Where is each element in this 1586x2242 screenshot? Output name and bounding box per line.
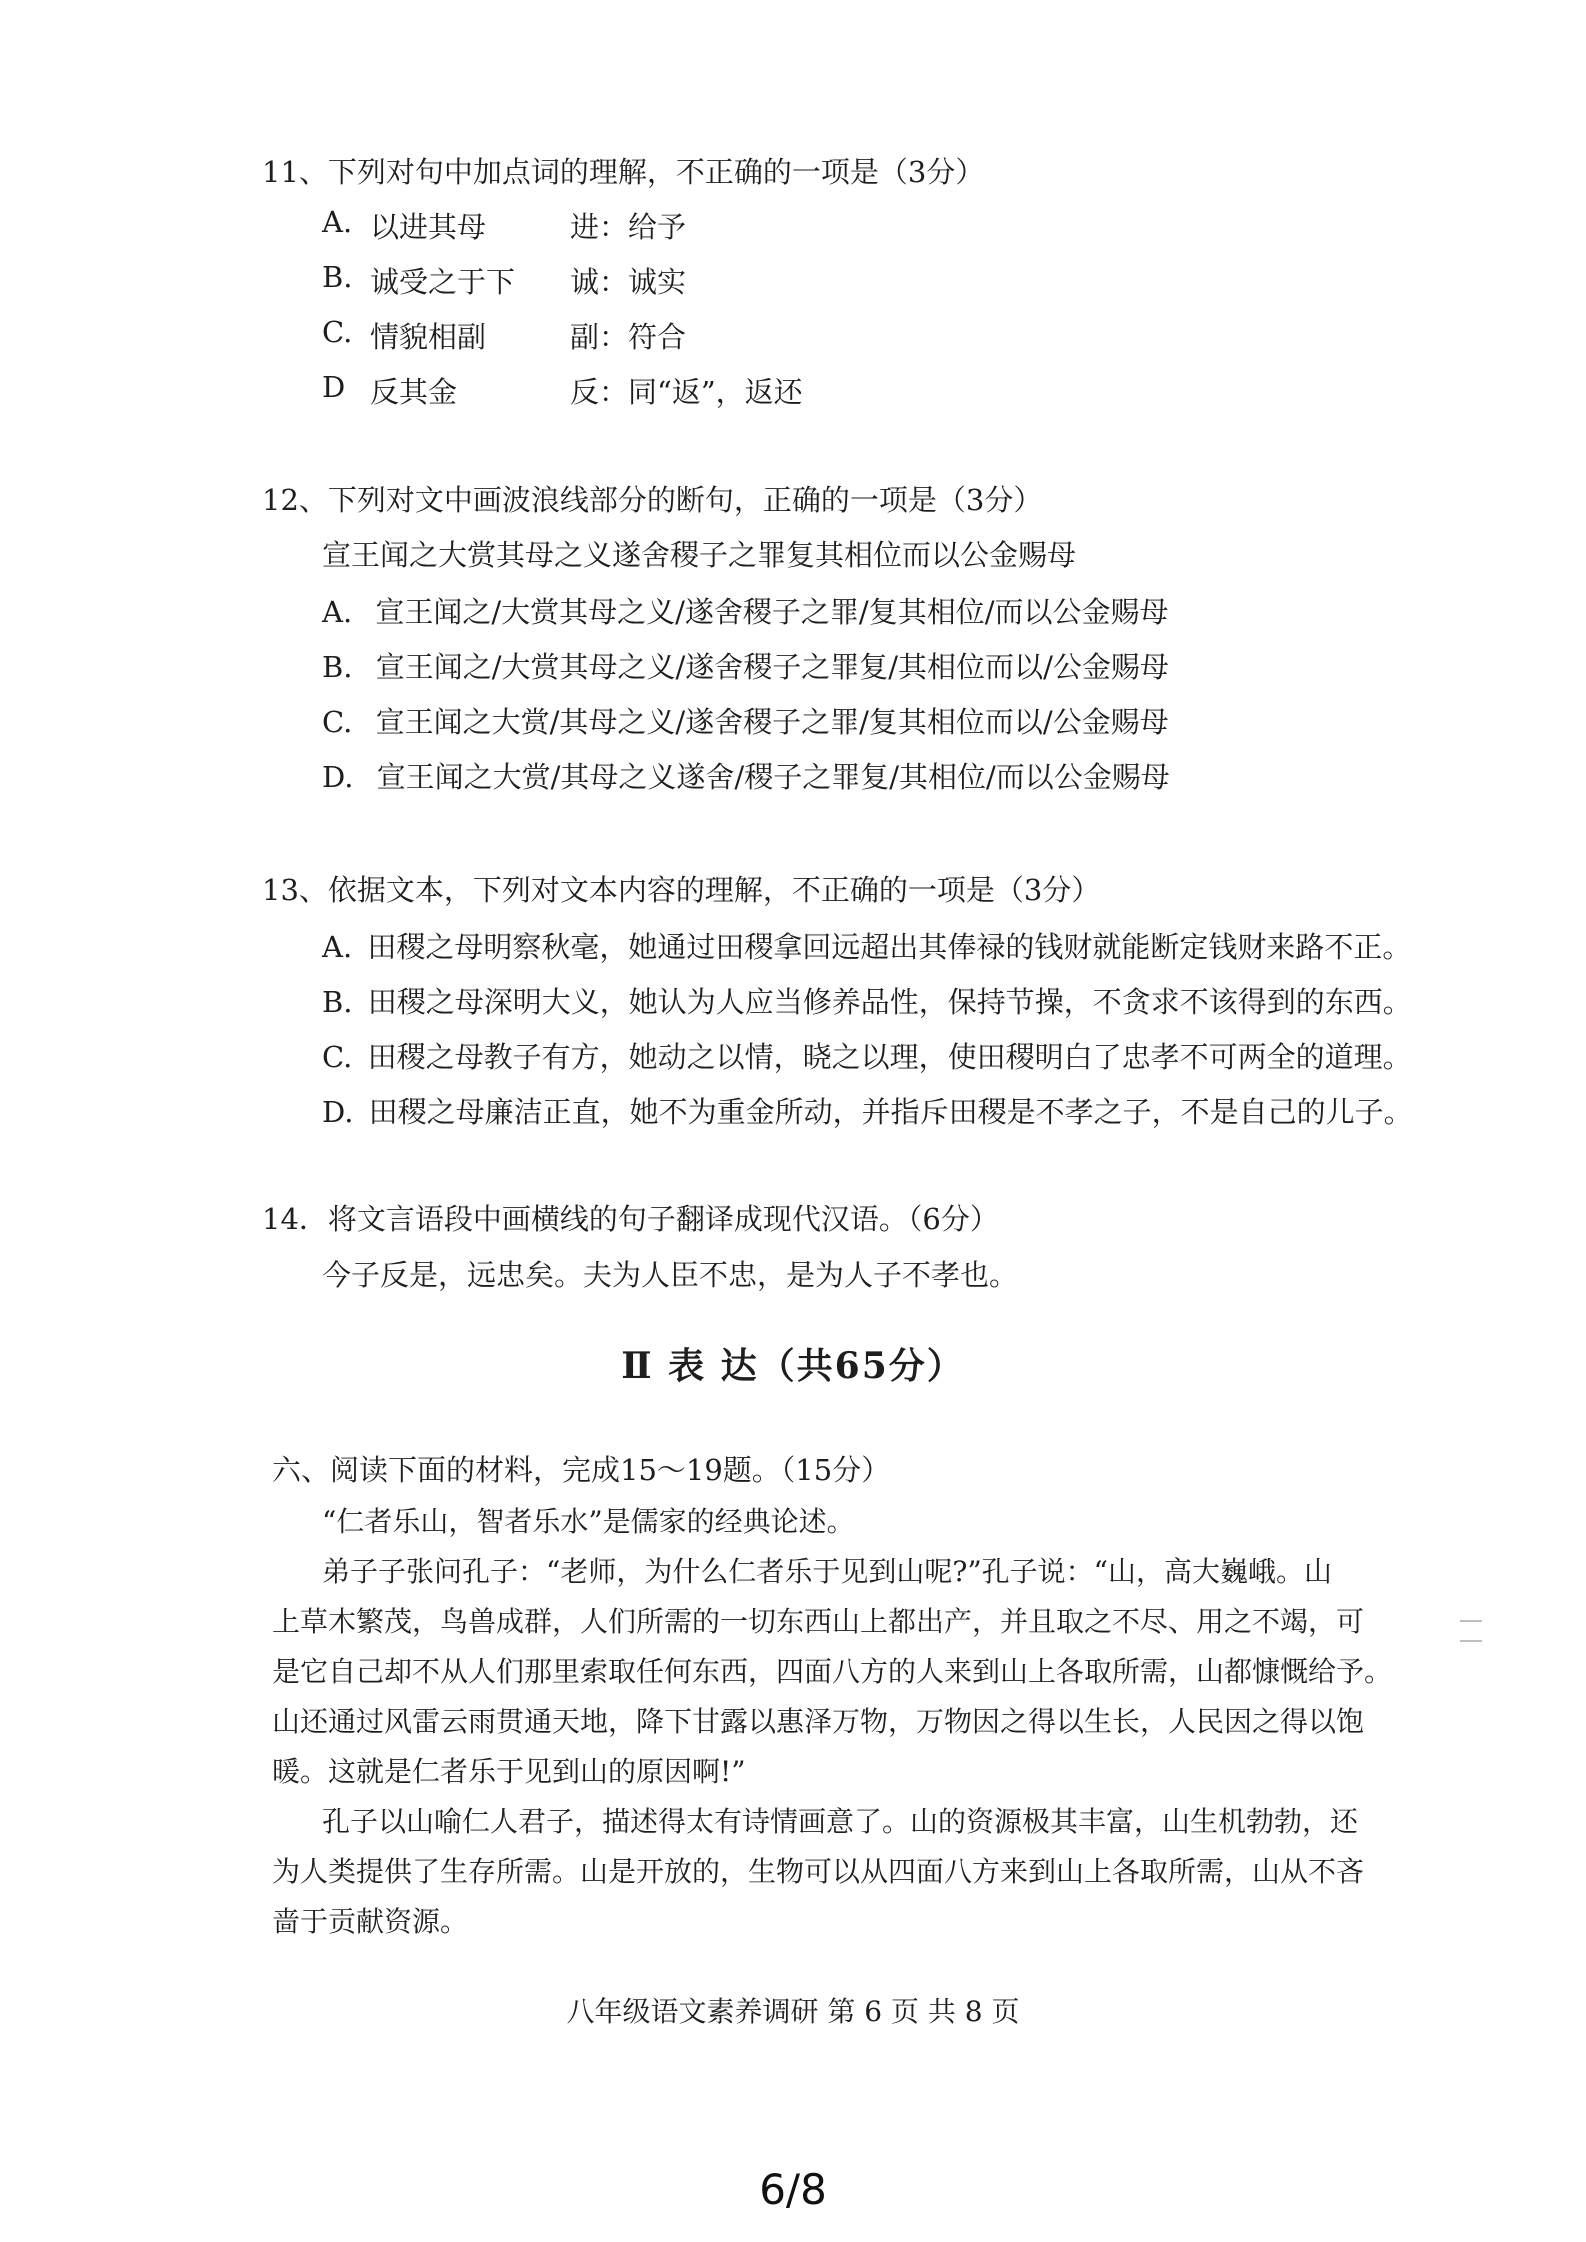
q14-stem: 14．将文言语段中画横线的句子翻译成现代汉语。（6分） <box>262 1202 999 1236</box>
q11-option-b-letter: B. <box>322 260 353 294</box>
q13-option-d <box>322 1090 1413 1131</box>
q12-stem: 12、下列对文中画波浪线部分的断句，正确的一项是（3分） <box>262 483 1043 517</box>
part6-line: “仁者乐山，智者乐水”是儒家的经典论述。 <box>322 1505 855 1538</box>
option-letter: A. <box>322 930 353 964</box>
option-letter: C. <box>322 1040 353 1074</box>
option-letter: C. <box>322 705 353 739</box>
section-heading: Ⅱ 表 达（共65分） <box>621 1345 965 1387</box>
q11-option-c-phrase: 情貌相副 <box>370 320 487 354</box>
part6-stem: 六、阅读下面的材料，完成15～19题。（15分） <box>272 1453 891 1487</box>
q11-option-d-gloss: 反：同“返”，返还 <box>570 375 803 409</box>
option-letter: B. <box>322 985 353 1019</box>
option-text: 宣王闻之大赏/其母之义遂舍/稷子之罪复/其相位/而以公金赐母 <box>376 760 1170 794</box>
part6-line: 是它自己却不从人们那里索取任何东西，四面八方的人来到山上各取所需，山都慷慨给予。 <box>272 1655 1393 1688</box>
q11-option-d-phrase: 反其金 <box>370 375 458 409</box>
q11-option-c-letter: C. <box>322 315 353 349</box>
part6-line: 为人类提供了生存所需。山是开放的，生物可以从四面八方来到山上各取所需，山从不吝 <box>272 1855 1365 1888</box>
option-text: 宣王闻之/大赏其母之义/遂舍稷子之罪/复其相位/而以公金赐母 <box>375 595 1169 629</box>
q12-option-b <box>322 645 1169 686</box>
scan-mark <box>1460 1640 1482 1642</box>
q11-stem: 11、下列对句中加点词的理解，不正确的一项是（3分） <box>262 155 985 189</box>
option-letter: D. <box>322 1095 354 1129</box>
q12-option-c <box>322 700 1169 741</box>
q11-option-b-phrase: 诚受之于下 <box>370 265 516 299</box>
q12-quote: 宣王闻之大赏其母之义遂舍稷子之罪复其相位而以公金赐母 <box>322 538 1077 572</box>
scan-mark <box>1460 1620 1482 1622</box>
q14-quote: 今子反是，远忠矣。夫为人臣不忠，是为人子不孝也。 <box>322 1258 1019 1292</box>
part6-line: 上草木繁茂，鸟兽成群，人们所需的一切东西山上都出产，并且取之不尽、用之不竭，可 <box>272 1605 1365 1638</box>
part6-line: 弟子子张问孔子：“老师，为什么仁者乐于见到山呢?”孔子说：“山，高大巍峨。山 <box>322 1555 1332 1588</box>
q13-stem: 13、依据文本，下列对文本内容的理解，不正确的一项是（3分） <box>262 873 1101 907</box>
option-text: 田稷之母明察秋毫，她通过田稷拿回远超出其俸禄的钱财就能断定钱财来路不正。 <box>367 930 1412 964</box>
option-text: 宣王闻之大赏/其母之义/遂舍稷子之罪/复其相位而以/公金赐母 <box>375 705 1169 739</box>
option-text: 田稷之母教子有方，她动之以情，晓之以理，使田稷明白了忠孝不可两全的道理。 <box>367 1040 1412 1074</box>
part6-line: 孔子以山喻仁人君子，描述得太有诗情画意了。山的资源极其丰富，山生机勃勃，还 <box>322 1805 1359 1838</box>
option-text: 田稷之母廉洁正直，她不为重金所动，并指斥田稷是不孝之子，不是自己的儿子。 <box>368 1095 1413 1129</box>
q11-option-a-gloss: 进：给予 <box>570 210 687 244</box>
option-text: 田稷之母深明大义，她认为人应当修养品性，保持节操，不贪求不该得到的东西。 <box>367 985 1412 1019</box>
q13-option-a <box>322 925 1411 966</box>
page-footer: 八年级语文素养调研 第 6 页 共 8 页 <box>566 1995 1020 2028</box>
q13-option-c <box>322 1035 1412 1076</box>
q11-option-d-letter: D <box>322 370 346 404</box>
option-letter: A. <box>322 595 353 629</box>
q11-option-a-phrase: 以进其母 <box>370 210 487 244</box>
option-text: 宣王闻之/大赏其母之义/遂舍稷子之罪复/其相位而以/公金赐母 <box>375 650 1169 684</box>
part6-line: 啬于贡献资源。 <box>272 1905 469 1938</box>
part6-line: 山还通过风雷云雨贯通天地，降下甘露以惠泽万物，万物因之得以生长，人民因之得以饱 <box>272 1705 1365 1738</box>
page-indicator: 6/8 <box>759 2165 827 2214</box>
q11-option-b-gloss: 诚：诚实 <box>570 265 687 299</box>
q11-option-a <box>322 205 352 239</box>
option-letter: D. <box>322 760 354 794</box>
part6-line: 暖。这就是仁者乐于见到山的原因啊!” <box>272 1755 746 1788</box>
q12-option-d <box>322 755 1170 796</box>
q12-option-a <box>322 590 1168 631</box>
option-letter: A. <box>322 205 353 239</box>
q13-option-b <box>322 980 1412 1021</box>
q11-option-c-gloss: 副：符合 <box>570 320 687 354</box>
option-letter: B. <box>322 650 353 684</box>
